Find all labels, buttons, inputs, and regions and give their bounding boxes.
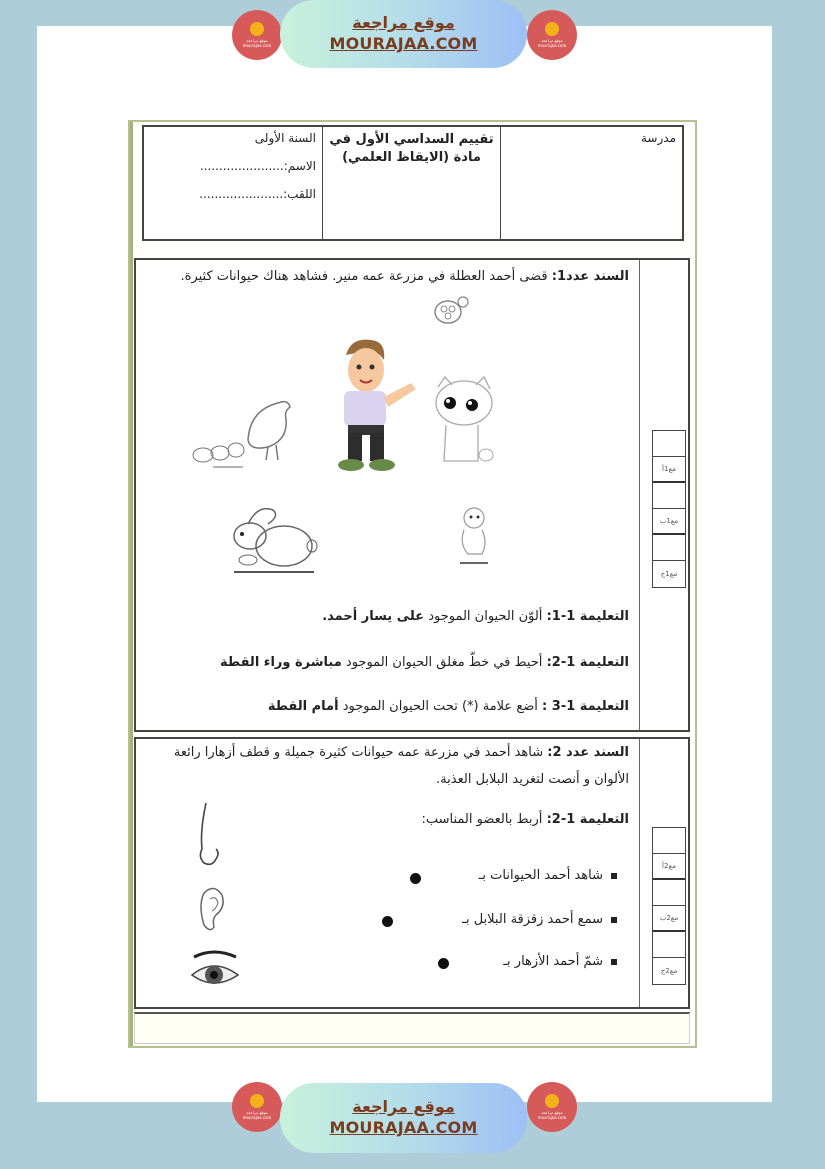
banner-latin-title: MOURAJAA.COM	[329, 1118, 478, 1137]
chicken-with-chicks-icon	[188, 385, 308, 470]
instruction-label: التعليمة 1-2:	[546, 655, 629, 670]
score-boxes	[652, 827, 686, 985]
instruction-label: التعليمة 1-2:	[546, 812, 629, 827]
school-cell	[500, 127, 682, 239]
site-logo-badge[interactable]: موقع مراجعة mourajaa.com	[232, 1082, 282, 1132]
kitten-icon	[430, 375, 500, 470]
instruction-1-2: التعليمة 1-2: أحيط في خطّ مغلق الحيوان الموجود مباشرة وراء القطة	[220, 655, 629, 670]
match-dot-1[interactable]	[410, 873, 421, 884]
site-logo-badge[interactable]: موقع مراجعة mourajaa.com	[232, 10, 282, 60]
banner-arabic-title: موقع مراجعة	[352, 1097, 455, 1116]
instruction-2-1: التعليمة 1-2: أربط بالعضو المناسب:	[421, 812, 629, 827]
section-support-2	[134, 737, 690, 1009]
banner-arabic-title: موقع مراجعة	[352, 13, 455, 32]
exam-title-line2: مادة (الايقاظ العلمي)	[342, 150, 481, 165]
surname-field[interactable]: اللقب:......................	[199, 187, 316, 201]
instruction-label: التعليمة 1-3 :	[542, 699, 629, 714]
criterion-label: مع2أ	[653, 854, 685, 880]
section-2-score-column	[638, 739, 688, 1007]
score-box[interactable]	[653, 431, 685, 457]
site-banner-top[interactable]	[280, 0, 527, 68]
match-item-1: شاهد أحمد الحيوانات بـ	[479, 861, 617, 890]
criterion-label: مع1أ	[653, 457, 685, 483]
support-1-label: السند عدد1:	[551, 269, 629, 284]
exam-title-cell	[322, 127, 500, 239]
instruction-1-3: التعليمة 1-3 : أضع علامة (*) تحت الحيوان الموجود أمام القطة	[267, 699, 629, 714]
instruction-1-1: التعليمة 1-1: ألوّن الحيوان الموجود على يسار أحمد.	[322, 609, 629, 624]
nose-icon	[194, 801, 224, 873]
section-support-1	[134, 258, 690, 732]
criterion-label: مع2ج	[660, 967, 678, 975]
score-box[interactable]	[653, 535, 685, 561]
turtle-icon	[430, 292, 470, 328]
match-dot-2[interactable]	[382, 916, 393, 927]
section-1-score-column	[638, 260, 688, 730]
eye-icon	[190, 949, 240, 993]
exam-header-table	[142, 125, 684, 241]
section-2-content	[136, 739, 640, 1007]
score-box[interactable]	[653, 828, 685, 854]
boy-ahmed-icon	[326, 335, 426, 475]
school-label: مدرسة	[640, 131, 676, 145]
support-1-text: السند عدد1: قضى أحمد العطلة في مزرعة عمه منير. فشاهد هناك حيوانات كثيرة.	[180, 269, 629, 284]
exam-footer-row	[134, 1012, 690, 1044]
bullet-square-icon	[611, 917, 617, 923]
support-2-label: السند عدد 2:	[547, 745, 629, 760]
bullet-square-icon	[611, 873, 617, 879]
match-item-3: شمّ أحمد الأزهار بـ	[503, 947, 617, 976]
exam-title-line1: تقييم السداسي الأول في	[329, 132, 494, 147]
banner-latin-title: MOURAJAA.COM	[329, 34, 478, 53]
match-dot-3[interactable]	[438, 958, 449, 969]
score-boxes	[652, 430, 686, 588]
criterion-label: مع1ب	[653, 509, 685, 535]
bullet-square-icon	[611, 959, 617, 965]
score-box[interactable]	[653, 932, 685, 958]
criterion-label: مع1ج	[660, 570, 678, 578]
match-item-2: سمع أحمد زقزقة البلابل بـ	[462, 905, 617, 934]
score-box[interactable]	[653, 483, 685, 509]
site-logo-badge[interactable]: موقع مراجعة mourajaa.com	[527, 1082, 577, 1132]
duckling-icon	[454, 504, 494, 566]
site-logo-badge[interactable]: موقع مراجعة mourajaa.com	[527, 10, 577, 60]
ear-icon	[196, 885, 226, 933]
site-banner-bottom[interactable]	[280, 1083, 527, 1153]
criterion-label: مع2ب	[653, 906, 685, 932]
rabbit-icon	[228, 502, 323, 574]
section-1-content	[136, 260, 640, 730]
student-info-cell	[144, 127, 322, 239]
support-2-text: السند عدد 2: شاهد أحمد في مزرعة عمه حيوانات كثيرة جميلة و قطف أزهارا رائعة الألوان و أنصت لتغريد البلابل العذبة.	[173, 745, 629, 787]
grade-label: السنة الأولى	[254, 131, 316, 145]
name-field[interactable]: الاسم:......................	[199, 159, 316, 173]
score-box[interactable]	[653, 880, 685, 906]
instruction-label: التعليمة 1-1:	[546, 609, 629, 624]
